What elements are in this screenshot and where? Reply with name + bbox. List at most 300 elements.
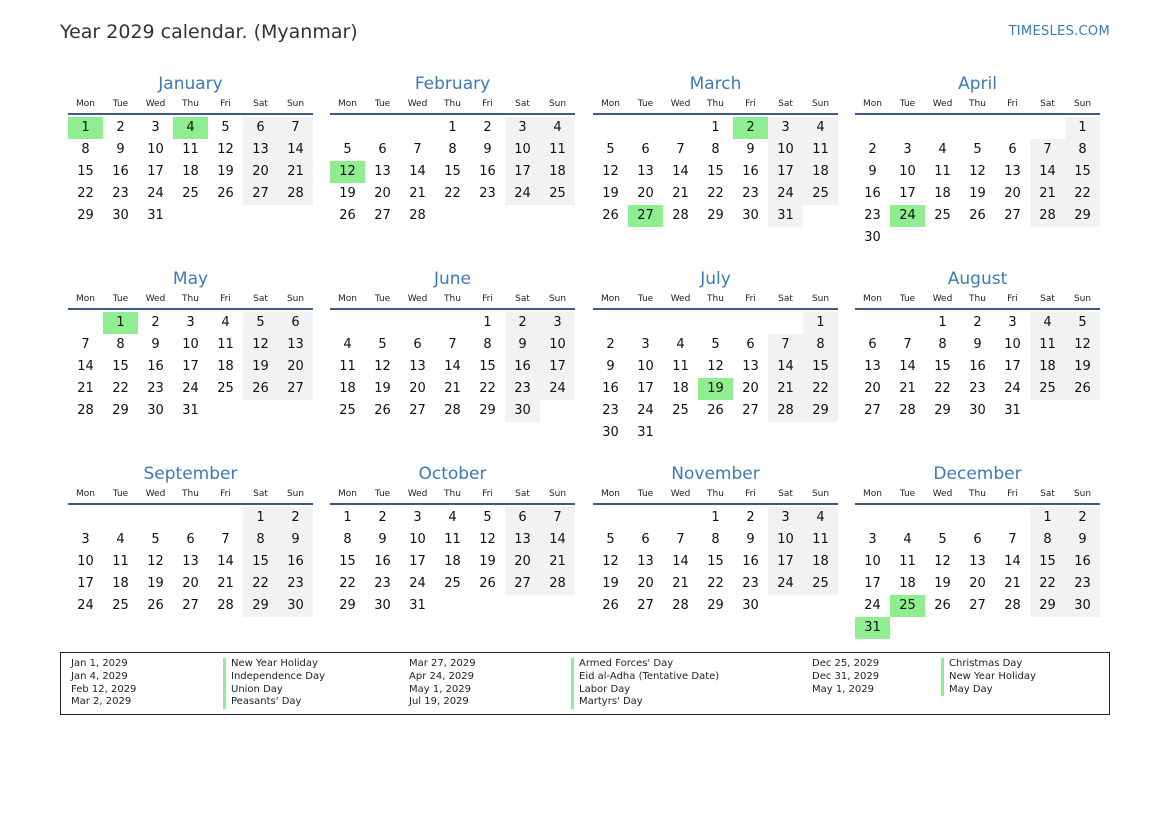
- day-cell: 1: [1065, 117, 1100, 139]
- day-cell: 15: [1030, 551, 1065, 573]
- day-cell: 23: [112, 186, 129, 201]
- day-cell: 3: [186, 315, 195, 330]
- day-cell: 12: [479, 532, 496, 547]
- day-cell: 4: [938, 142, 947, 157]
- weekday-header: [855, 293, 1100, 310]
- empty-cell: [1030, 117, 1065, 139]
- day-cell: 21: [672, 576, 689, 591]
- day-cell: 17: [637, 381, 654, 396]
- month-november: [593, 463, 838, 617]
- day-cell: 26: [602, 208, 619, 223]
- day-cell: 11: [444, 532, 461, 547]
- day-cell: 16: [374, 554, 391, 569]
- month-june: [330, 268, 575, 422]
- weekday-label: Sun: [286, 99, 305, 109]
- day-cell: 10: [182, 337, 199, 352]
- empty-cell: [208, 507, 243, 529]
- day-cell: 12: [147, 554, 164, 569]
- day-cell: 4: [221, 315, 230, 330]
- day-grid: [330, 117, 575, 227]
- day-cell: 23: [374, 576, 391, 591]
- weekday-label: Tue: [374, 294, 391, 304]
- month-august: [855, 268, 1100, 422]
- day-cell: 21: [540, 551, 575, 573]
- day-cell: 16: [1065, 551, 1100, 573]
- day-cell: 2: [483, 120, 492, 135]
- day-cell: 22: [479, 381, 496, 396]
- day-cell: 9: [116, 142, 125, 157]
- day-cell: 18: [672, 381, 689, 396]
- day-cell: 1: [343, 510, 352, 525]
- day-cell: 10: [768, 529, 803, 551]
- day-cell: 18: [217, 359, 234, 374]
- weekday-header: [330, 293, 575, 310]
- weekday-label: Mon: [76, 99, 95, 109]
- day-cell: 21: [672, 186, 689, 201]
- day-cell: 10: [77, 554, 94, 569]
- weekday-label: Thu: [444, 99, 461, 109]
- weekday-header: [855, 488, 1100, 505]
- day-cell: 20: [742, 381, 759, 396]
- weekday-header: [855, 98, 1100, 115]
- day-cell: 30: [147, 403, 164, 418]
- day-cell: 2: [505, 312, 540, 334]
- weekday-label: Tue: [112, 99, 129, 109]
- day-cell: 21: [768, 378, 803, 400]
- empty-cell: [138, 507, 173, 529]
- day-grid: [68, 117, 313, 227]
- day-cell: 2: [116, 120, 125, 135]
- brand-link[interactable]: TIMESLES.COM: [1008, 24, 1110, 39]
- empty-cell: [960, 507, 995, 529]
- day-cell: 25: [444, 576, 461, 591]
- day-cell: 10: [409, 532, 426, 547]
- day-cell: 30: [969, 403, 986, 418]
- day-cell: 9: [746, 532, 755, 547]
- day-cell: 9: [746, 142, 755, 157]
- day-cell: 25: [803, 573, 838, 595]
- holiday-name: Independence Day: [223, 671, 325, 684]
- month-name: July: [700, 269, 731, 289]
- day-cell: 19: [1065, 356, 1100, 378]
- day-cell: 28: [409, 208, 426, 223]
- weekday-label: Mon: [338, 489, 357, 499]
- day-cell: 19: [339, 186, 356, 201]
- day-cell: 21: [1004, 576, 1021, 591]
- day-cell: 27: [505, 573, 540, 595]
- day-cell: 5: [606, 532, 615, 547]
- day-cell: 15: [707, 554, 724, 569]
- day-cell: 1: [803, 312, 838, 334]
- month-name: January: [158, 74, 223, 94]
- weekday-label: Wed: [145, 489, 166, 499]
- day-cell: 23: [864, 208, 881, 223]
- day-cell: 15: [707, 164, 724, 179]
- day-cell: 29: [77, 208, 94, 223]
- empty-cell: [890, 117, 925, 139]
- weekday-header: [330, 488, 575, 505]
- day-cell: 3: [1008, 315, 1017, 330]
- day-cell: 4: [903, 532, 912, 547]
- holiday-name: Martyrs' Day: [571, 696, 719, 709]
- month-december: [855, 463, 1100, 639]
- empty-cell: [628, 117, 663, 139]
- holiday-name: Labor Day: [571, 684, 719, 697]
- day-cell: 18: [444, 554, 461, 569]
- day-cell: 2: [151, 315, 160, 330]
- weekday-label: Thu: [444, 294, 461, 304]
- day-cell: 6: [641, 142, 650, 157]
- empty-cell: [400, 117, 435, 139]
- day-cell: 29: [1030, 595, 1065, 617]
- holiday-name: New Year Holiday: [223, 658, 325, 671]
- day-cell: 26: [243, 378, 278, 400]
- weekday-label: Thu: [969, 99, 986, 109]
- empty-cell: [890, 312, 925, 334]
- day-cell: 23: [278, 573, 313, 595]
- weekday-header: [330, 98, 575, 115]
- day-cell: 14: [1004, 554, 1021, 569]
- day-cell: 8: [803, 334, 838, 356]
- holiday-day-cell: 4: [173, 117, 208, 139]
- day-cell: 17: [147, 164, 164, 179]
- month-name: August: [947, 269, 1008, 289]
- day-cell: 1: [711, 120, 720, 135]
- day-cell: 13: [409, 359, 426, 374]
- day-cell: 4: [343, 337, 352, 352]
- day-cell: 19: [969, 186, 986, 201]
- day-cell: 1: [483, 315, 492, 330]
- day-cell: 15: [77, 164, 94, 179]
- day-cell: 6: [746, 337, 755, 352]
- day-cell: 17: [1004, 359, 1021, 374]
- day-cell: 10: [540, 334, 575, 356]
- day-cell: 19: [479, 554, 496, 569]
- day-cell: 15: [339, 554, 356, 569]
- day-cell: 18: [1030, 356, 1065, 378]
- holiday-name: Union Day: [223, 684, 325, 697]
- weekday-label: Wed: [670, 99, 691, 109]
- day-cell: 29: [1065, 205, 1100, 227]
- holiday-date: Dec 31, 2029: [812, 670, 880, 682]
- day-cell: 15: [803, 356, 838, 378]
- weekday-label: Mon: [601, 99, 620, 109]
- holiday-name: May Day: [941, 684, 1036, 697]
- holiday-day-cell: 1: [103, 312, 138, 334]
- day-cell: 8: [938, 337, 947, 352]
- month-name: December: [933, 464, 1022, 484]
- month-name: April: [958, 74, 997, 94]
- day-cell: 14: [1030, 161, 1065, 183]
- day-cell: 29: [112, 403, 129, 418]
- weekday-label: Sun: [1073, 294, 1092, 304]
- day-cell: 9: [378, 532, 387, 547]
- day-cell: 22: [1030, 573, 1065, 595]
- day-cell: 9: [483, 142, 492, 157]
- day-cell: 7: [903, 337, 912, 352]
- day-cell: 12: [934, 554, 951, 569]
- weekday-label: Tue: [899, 489, 916, 499]
- empty-cell: [103, 507, 138, 529]
- day-cell: 26: [217, 186, 234, 201]
- month-may: [68, 268, 313, 422]
- day-cell: 7: [278, 117, 313, 139]
- weekday-label: Mon: [338, 99, 357, 109]
- day-cell: 27: [637, 598, 654, 613]
- day-cell: 17: [899, 186, 916, 201]
- day-cell: 25: [112, 598, 129, 613]
- day-cell: 26: [602, 598, 619, 613]
- legend-dates-1: [71, 658, 136, 709]
- holiday-day-cell: 12: [330, 161, 365, 183]
- holiday-legend: [60, 652, 1110, 715]
- day-cell: 14: [444, 359, 461, 374]
- day-cell: 26: [934, 598, 951, 613]
- weekday-header: [593, 293, 838, 310]
- day-cell: 4: [1030, 312, 1065, 334]
- day-cell: 22: [707, 186, 724, 201]
- weekday-label: Tue: [637, 99, 654, 109]
- weekday-label: Sat: [253, 294, 268, 304]
- day-cell: 3: [151, 120, 160, 135]
- weekday-label: Mon: [76, 489, 95, 499]
- day-cell: 17: [409, 554, 426, 569]
- month-name: October: [418, 464, 487, 484]
- day-cell: 31: [182, 403, 199, 418]
- day-cell: 11: [899, 554, 916, 569]
- weekday-label: Thu: [707, 294, 724, 304]
- month-february: [330, 73, 575, 227]
- day-cell: 5: [1065, 312, 1100, 334]
- day-cell: 18: [934, 186, 951, 201]
- day-cell: 11: [182, 142, 199, 157]
- holiday-day-cell: 31: [855, 617, 890, 639]
- month-march: [593, 73, 838, 227]
- day-cell: 18: [182, 164, 199, 179]
- weekday-label: Sat: [1040, 294, 1055, 304]
- weekday-label: Mon: [76, 294, 95, 304]
- day-cell: 6: [1008, 142, 1017, 157]
- day-cell: 17: [182, 359, 199, 374]
- day-cell: 25: [803, 183, 838, 205]
- day-cell: 21: [899, 381, 916, 396]
- day-cell: 31: [768, 205, 803, 227]
- day-cell: 15: [112, 359, 129, 374]
- day-cell: 22: [444, 186, 461, 201]
- day-grid: [68, 312, 313, 422]
- day-cell: 11: [540, 139, 575, 161]
- day-cell: 24: [409, 576, 426, 591]
- day-cell: 6: [278, 312, 313, 334]
- day-cell: 25: [540, 183, 575, 205]
- day-cell: 5: [243, 312, 278, 334]
- day-cell: 8: [1030, 529, 1065, 551]
- day-cell: 28: [217, 598, 234, 613]
- weekday-label: Fri: [220, 294, 231, 304]
- day-cell: 27: [374, 208, 391, 223]
- day-cell: 10: [1004, 337, 1021, 352]
- weekday-label: Sat: [515, 294, 530, 304]
- day-cell: 11: [339, 359, 356, 374]
- day-cell: 13: [1004, 164, 1021, 179]
- day-cell: 31: [1004, 403, 1021, 418]
- day-cell: 28: [899, 403, 916, 418]
- day-cell: 30: [278, 595, 313, 617]
- day-cell: 23: [742, 186, 759, 201]
- day-cell: 21: [1030, 183, 1065, 205]
- day-cell: 3: [768, 117, 803, 139]
- empty-cell: [593, 117, 628, 139]
- day-cell: 22: [1065, 183, 1100, 205]
- weekday-label: Wed: [145, 294, 166, 304]
- day-cell: 9: [973, 337, 982, 352]
- day-cell: 24: [864, 598, 881, 613]
- day-cell: 16: [479, 164, 496, 179]
- legend-names-1: [223, 658, 325, 709]
- legend-names-3: [941, 658, 1036, 696]
- day-cell: 8: [81, 142, 90, 157]
- empty-cell: [173, 507, 208, 529]
- day-cell: 12: [602, 164, 619, 179]
- month-july: [593, 268, 838, 444]
- day-cell: 6: [186, 532, 195, 547]
- holiday-date: Feb 12, 2029: [71, 683, 137, 695]
- legend-dates-3: [812, 658, 879, 696]
- day-cell: 26: [1065, 378, 1100, 400]
- day-cell: 26: [339, 208, 356, 223]
- day-cell: 19: [602, 576, 619, 591]
- day-cell: 14: [672, 554, 689, 569]
- month-name: February: [414, 74, 491, 94]
- day-cell: 24: [768, 573, 803, 595]
- weekday-label: Wed: [932, 99, 953, 109]
- day-cell: 1: [1030, 507, 1065, 529]
- day-cell: 24: [637, 403, 654, 418]
- holiday-day-cell: 1: [68, 117, 103, 139]
- day-cell: 20: [969, 576, 986, 591]
- day-cell: 24: [182, 381, 199, 396]
- day-cell: 9: [868, 164, 877, 179]
- day-cell: 27: [182, 598, 199, 613]
- holiday-date: Jan 4, 2029: [71, 670, 128, 682]
- weekday-label: Tue: [112, 489, 129, 499]
- weekday-header: [593, 488, 838, 505]
- weekday-label: Tue: [899, 294, 916, 304]
- day-cell: 22: [803, 378, 838, 400]
- day-cell: 12: [707, 359, 724, 374]
- month-name: November: [671, 464, 760, 484]
- day-cell: 29: [934, 403, 951, 418]
- holiday-day-cell: 27: [628, 205, 663, 227]
- holiday-day-cell: 24: [890, 205, 925, 227]
- day-cell: 28: [672, 208, 689, 223]
- day-cell: 3: [641, 337, 650, 352]
- day-cell: 30: [112, 208, 129, 223]
- weekday-label: Fri: [482, 99, 493, 109]
- day-cell: 18: [540, 161, 575, 183]
- holiday-name: Eid al-Adha (Tentative Date): [571, 671, 719, 684]
- day-cell: 19: [217, 164, 234, 179]
- day-cell: 31: [147, 208, 164, 223]
- holiday-day-cell: 25: [890, 595, 925, 617]
- day-cell: 2: [746, 510, 755, 525]
- day-cell: 20: [409, 381, 426, 396]
- day-cell: 26: [479, 576, 496, 591]
- day-cell: 18: [339, 381, 356, 396]
- day-cell: 24: [147, 186, 164, 201]
- empty-cell: [663, 312, 698, 334]
- day-cell: 7: [676, 142, 685, 157]
- day-cell: 21: [444, 381, 461, 396]
- day-cell: 21: [278, 161, 313, 183]
- day-cell: 2: [606, 337, 615, 352]
- day-cell: 28: [1004, 598, 1021, 613]
- day-cell: 3: [768, 507, 803, 529]
- day-cell: 19: [934, 576, 951, 591]
- day-cell: 4: [676, 337, 685, 352]
- weekday-label: Wed: [670, 489, 691, 499]
- empty-cell: [960, 117, 995, 139]
- weekday-label: Tue: [637, 489, 654, 499]
- day-cell: 1: [711, 510, 720, 525]
- day-cell: 10: [505, 139, 540, 161]
- day-cell: 13: [864, 359, 881, 374]
- day-cell: 16: [505, 356, 540, 378]
- day-cell: 8: [711, 532, 720, 547]
- day-cell: 18: [899, 576, 916, 591]
- weekday-label: Wed: [407, 294, 428, 304]
- weekday-header: [68, 98, 313, 115]
- holiday-date: Mar 2, 2029: [71, 696, 132, 708]
- day-cell: 1: [448, 120, 457, 135]
- day-cell: 13: [243, 139, 278, 161]
- day-cell: 11: [803, 529, 838, 551]
- holiday-date: Apr 24, 2029: [409, 670, 475, 682]
- day-cell: 3: [413, 510, 422, 525]
- weekday-label: Sat: [253, 489, 268, 499]
- empty-cell: [68, 312, 103, 334]
- day-cell: 23: [602, 403, 619, 418]
- day-cell: 17: [505, 161, 540, 183]
- month-name: March: [689, 74, 742, 94]
- day-cell: 6: [505, 507, 540, 529]
- day-cell: 20: [864, 381, 881, 396]
- day-cell: 13: [505, 529, 540, 551]
- holiday-name: Christmas Day: [941, 658, 1036, 671]
- weekday-label: Thu: [707, 489, 724, 499]
- day-cell: 4: [540, 117, 575, 139]
- day-cell: 19: [243, 356, 278, 378]
- weekday-label: Wed: [932, 294, 953, 304]
- day-cell: 16: [112, 164, 129, 179]
- day-cell: 27: [864, 403, 881, 418]
- day-cell: 10: [147, 142, 164, 157]
- day-cell: 14: [217, 554, 234, 569]
- day-grid: [330, 507, 575, 617]
- day-cell: 3: [81, 532, 90, 547]
- day-cell: 14: [77, 359, 94, 374]
- day-cell: 7: [768, 334, 803, 356]
- day-cell: 31: [409, 598, 426, 613]
- weekday-label: Sat: [253, 99, 268, 109]
- day-cell: 16: [278, 551, 313, 573]
- day-cell: 29: [707, 598, 724, 613]
- day-cell: 28: [540, 573, 575, 595]
- day-cell: 6: [973, 532, 982, 547]
- day-cell: 14: [278, 139, 313, 161]
- day-cell: 25: [672, 403, 689, 418]
- day-cell: 13: [742, 359, 759, 374]
